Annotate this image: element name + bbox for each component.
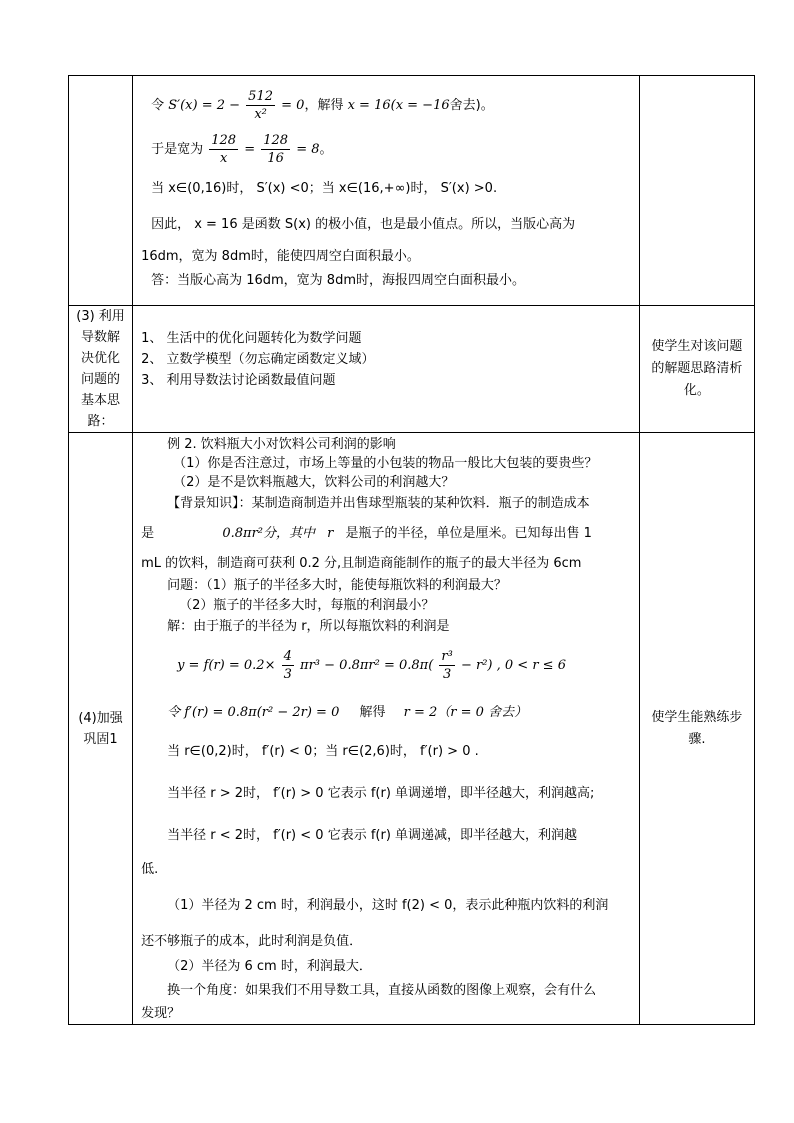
profit-function-line: [177, 637, 683, 695]
purpose-cell: [639, 306, 754, 433]
equation-part: x = 16(x = −16: [347, 98, 450, 113]
content-cell-example: [133, 433, 640, 1025]
step-label: (3) 利用导数解决优化问题的基本思路：: [76, 309, 125, 429]
list-item: 1、 生活中的优化问题转化为数学问题: [141, 331, 362, 346]
equation-part: 令 f′(r) = 0.8π(r² − 2r) = 0: [167, 705, 340, 720]
problem-line: 问题：（1）瓶子的半径多大时，能使每瓶饮料的利润最大？: [167, 578, 507, 593]
question-line: （2）是不是饮料瓶越大，饮料公司的利润越大？: [173, 475, 455, 490]
increasing-line: 当半径 r > 2时， f′(r) > 0 它表示 f(r) 单调递增，即半径越大，利润越高;: [167, 786, 595, 801]
table-row: [69, 76, 755, 306]
lesson-table: [68, 75, 755, 1025]
fraction-numerator: r³: [441, 649, 453, 664]
fraction-numerator: 4: [283, 649, 292, 664]
purpose-text: 使学生能熟练步骤.: [651, 709, 743, 747]
equation-part: 0.8πr²分，其中: [222, 526, 316, 541]
derivative-line: [167, 695, 673, 731]
fraction-numerator: 512: [248, 89, 273, 104]
decreasing-line: 当半径 r < 2时， f′(r) < 0 它表示 f(r) 单调递减，即半径越大，利润越: [167, 828, 578, 843]
equation-part: r = 2（r = 0 舍去）: [403, 705, 528, 720]
step-label-cell: [69, 306, 133, 433]
conclusion-line: （1）半径为 2 cm 时，利润最小，这时 f(2) < 0，表示此种瓶内饮料的利润: [167, 898, 609, 913]
equation-part: y = f(r) = 0.2×: [177, 658, 276, 673]
fraction: [209, 132, 238, 167]
conclusion-line: 因此， x = 16 是函数 S(x) 的极小值，也是最小值点。所以，当版心高为: [151, 217, 576, 232]
equation-part: − r²) , 0 < r ≤ 6: [460, 658, 566, 673]
text: 解得: [359, 705, 386, 720]
problem-line: （2）瓶子的半径多大时，每瓶的利润最小？: [179, 598, 435, 613]
background-line: mL 的饮料，制造商可获利 0.2 分,且制造商能制作的瓶子的最大半径为 6cm: [141, 556, 582, 571]
fraction-denominator: x: [219, 151, 228, 166]
text: ，解得: [304, 98, 344, 113]
fraction: [439, 648, 454, 683]
purpose-text: 使学生对该问题的解题思路清析化。: [651, 339, 743, 398]
equation-part: S′(x) = 2 −: [168, 98, 241, 113]
fraction-numerator: 128: [263, 133, 289, 148]
fraction-numerator: 128: [211, 133, 237, 148]
step-label-cell: [69, 433, 133, 1025]
equation-part: =: [244, 142, 256, 157]
fraction-denominator: x²: [254, 107, 267, 122]
fraction-denominator: 3: [442, 667, 452, 682]
text: 。: [319, 142, 333, 157]
sign-analysis-line: 当 r∈(0,2)时， f′(r) < 0；当 r∈(2,6)时， f′(r) > 0 .: [167, 744, 479, 759]
decreasing-line: 低.: [141, 862, 159, 877]
background-line: [141, 516, 647, 552]
conclusion-line: 16dm，宽为 8dm时，能使四周空白面积最小。: [141, 249, 420, 264]
alternative-line: 发现？: [141, 1006, 181, 1021]
step-label: (4)加强巩固1: [78, 710, 123, 747]
conclusion-line: 还不够瓶子的成本，此时利润是负值．: [141, 934, 363, 949]
background-line: 【背景知识】：某制造商制造并出售球型瓶装的某种饮料．瓶子的制造成本: [167, 496, 590, 511]
table-row: [69, 306, 755, 433]
content-cell-steps: [133, 306, 640, 433]
question-line: （1）你是否注意过，市场上等量的小包装的物品一般比大包装的要贵些？: [173, 456, 598, 471]
equation-part: = 0: [281, 98, 305, 113]
table-row: [69, 433, 755, 1025]
fraction-denominator: 16: [267, 151, 284, 166]
text: 舍去)。: [449, 98, 494, 113]
text: 于是宽为: [151, 142, 204, 157]
text: 是: [141, 526, 155, 541]
variable: r: [327, 526, 334, 541]
fraction: [282, 648, 294, 683]
text: 是瓶子的半径，单位是厘米。已知每出售 1: [345, 526, 592, 541]
equation-line: [151, 86, 657, 126]
alternative-line: 换一个角度：如果我们不用导数工具，直接从函数的图像上观察，会有什么: [167, 983, 597, 998]
fraction-denominator: 3: [283, 667, 292, 682]
text: 令: [151, 98, 165, 113]
fraction: [261, 132, 290, 167]
width-line: [151, 130, 657, 170]
example-title: 例 2. 饮料瓶大小对饮料公司利润的影响: [167, 437, 396, 452]
conclusion-line: （2）半径为 6 cm 时，利润最大．: [167, 959, 372, 974]
sign-analysis-line: 当 x∈(0,16)时， S′(x) <0；当 x∈(16,+∞)时， S′(x) >0.: [151, 181, 498, 196]
list-item: 2、 立数学模型（勿忘确定函数定义域）: [141, 352, 375, 367]
fraction: [246, 88, 275, 123]
list-item: 3、 利用导数法讨论函数最值问题: [141, 373, 336, 388]
answer-line: 答：当版心高为 16dm，宽为 8dm时，海报四周空白面积最小。: [151, 273, 525, 288]
label-cell-empty: [69, 76, 133, 306]
equation-part: πr³ − 0.8πr² = 0.8π(: [300, 658, 434, 673]
equation-part: = 8: [296, 142, 320, 157]
solution-line: 解：由于瓶子的半径为 r，所以每瓶饮料的利润是: [167, 619, 450, 634]
content-cell-solution: [133, 76, 640, 306]
